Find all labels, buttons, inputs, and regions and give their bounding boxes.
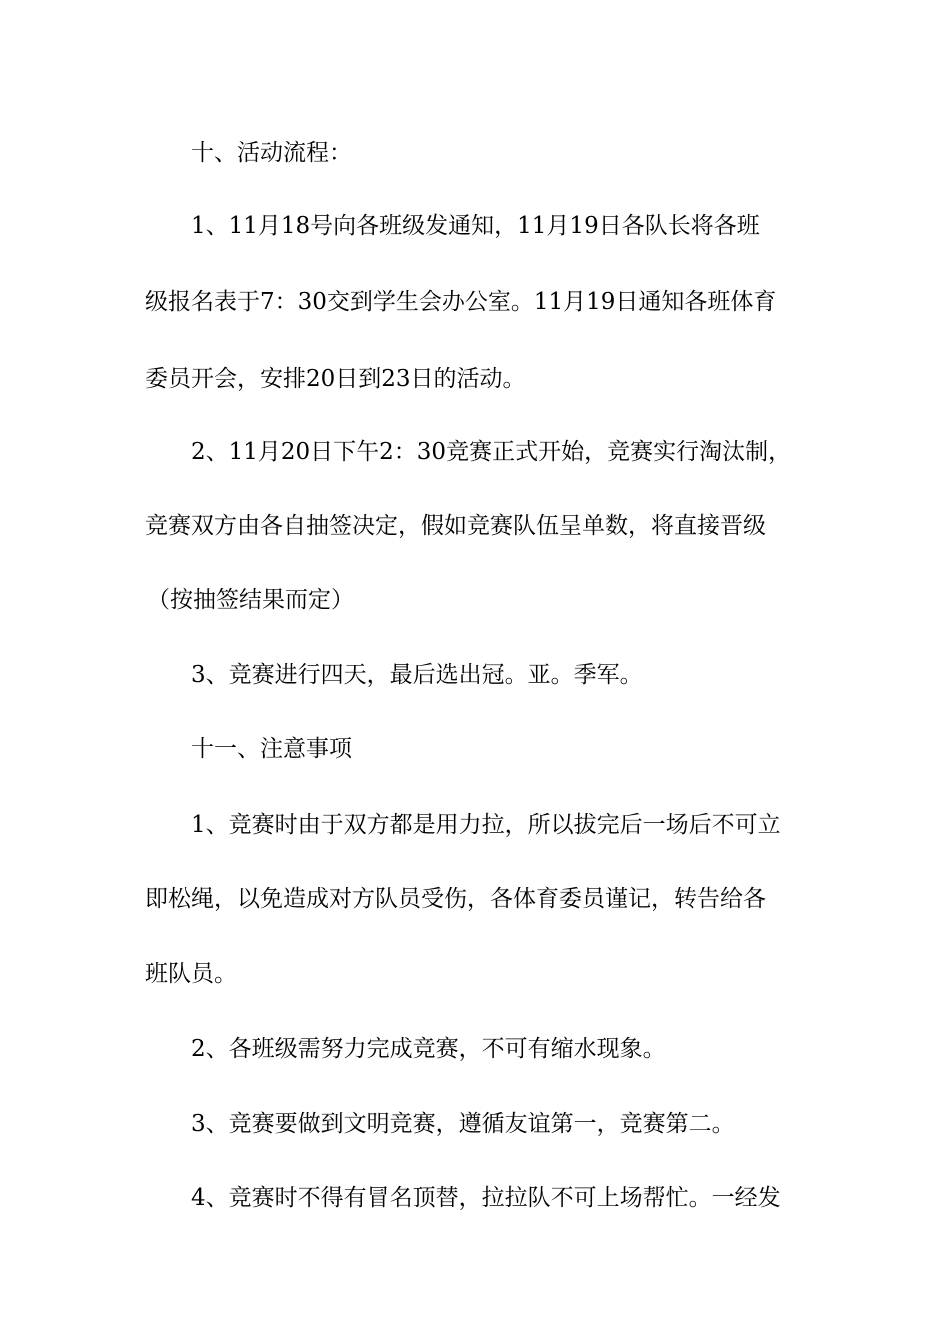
paragraph-line: （按抽签结果而定） [147,587,354,613]
paragraph-line: 班队员。 [145,961,237,987]
paragraph-line: 3、竞赛要做到文明竞赛，遵循友谊第一，竞赛第二。 [191,1111,735,1137]
paragraph-line: 2、11月20日下午2：30竞赛正式开始，竞赛实行淘汰制， [191,439,792,465]
paragraph-line: 级报名表于7：30交到学生会办公室。11月19日通知各班体育 [145,289,777,315]
section-heading-notes: 十一、注意事项 [191,736,352,762]
paragraph-line: 2、各班级需努力完成竞赛，不可有缩水现象。 [191,1036,666,1062]
paragraph-line: 即松绳，以免造成对方队员受伤，各体育委员谨记，转告给各 [145,886,766,912]
paragraph-line: 1、11月18号向各班级发通知，11月19日各队长将各班 [191,213,760,239]
paragraph-line: 4、竞赛时不得有冒名顶替，拉拉队不可上场帮忙。一经发 [191,1185,781,1211]
paragraph-line: 1、竞赛时由于双方都是用力拉，所以拔完后一场后不可立 [191,812,781,838]
section-heading-activity-process: 十、活动流程： [191,140,352,166]
paragraph-line: 委员开会，安排20日到23日的活动。 [145,366,526,392]
paragraph-line: 竞赛双方由各自抽签决定，假如竞赛队伍呈单数，将直接晋级 [145,513,766,539]
paragraph-line: 3、竞赛进行四天，最后选出冠。亚。季军。 [191,662,643,688]
